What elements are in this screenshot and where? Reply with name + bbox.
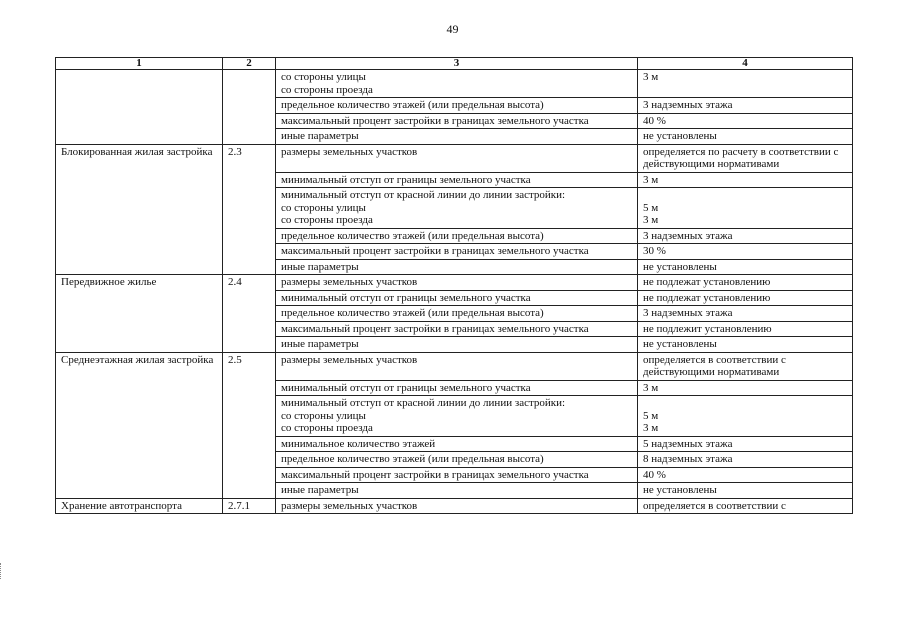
value-cell: [638, 436, 853, 452]
value-text: 3 м: [643, 71, 659, 83]
value-cell: [638, 467, 853, 483]
parameter-text: размеры земельных участков: [281, 499, 418, 512]
regulations-table: [55, 57, 853, 514]
value-text: 8 надземных этажа: [643, 453, 733, 465]
parameter-text: предельное количество этажей (или предельная высота): [281, 307, 544, 319]
land-use-code: 2.7.1: [223, 498, 276, 514]
parameter-text: предельное количество этажей (или предельная высота): [281, 453, 544, 465]
value-text: не установлены: [643, 260, 717, 273]
value-cell: [638, 337, 853, 353]
parameter-text: со стороны проезда: [281, 422, 373, 434]
value-cell: [638, 498, 853, 514]
value-text: 3 надземных этажа: [643, 229, 733, 242]
column-header-1: 1: [56, 58, 223, 70]
value-cell: [638, 172, 853, 188]
value-text: не установлены: [643, 130, 717, 142]
value-text: не установлены: [643, 484, 717, 496]
value-text: 3 м: [643, 173, 659, 186]
parameter-cell: [276, 129, 638, 145]
value-cell: [638, 188, 853, 229]
value-cell: [638, 129, 853, 145]
parameter-text: размеры земельных участков: [281, 145, 418, 158]
parameter-cell: [276, 436, 638, 452]
land-use-type: [56, 70, 223, 145]
value-cell: [638, 70, 853, 98]
value-cell: [638, 275, 853, 291]
value-cell: [638, 290, 853, 306]
parameter-cell: [276, 452, 638, 468]
table-row: [56, 352, 853, 380]
value-text: 5 м: [643, 201, 659, 214]
column-header-2: 2: [223, 58, 276, 70]
value-cell: [638, 228, 853, 244]
parameter-cell: [276, 228, 638, 244]
parameter-text: предельное количество этажей (или предельная высота): [281, 99, 544, 111]
header-row: [56, 58, 853, 70]
parameter-text: иные параметры: [281, 484, 359, 496]
value-text: 3 м: [643, 381, 659, 394]
land-use-type: Передвижное жилье: [56, 275, 223, 353]
parameter-cell: [276, 498, 638, 514]
value-text: не подлежат установлению: [643, 276, 771, 288]
land-use-code: 2.5: [223, 352, 276, 498]
parameter-cell: [276, 483, 638, 499]
parameter-text: минимальный отступ от границы земельного участка: [281, 381, 531, 394]
parameter-text: иные параметры: [281, 130, 359, 142]
parameter-text: со стороны улицы: [281, 71, 366, 83]
value-cell: [638, 259, 853, 275]
value-text: 30 %: [643, 245, 666, 257]
value-text: не подлежит установлению: [643, 322, 772, 335]
land-use-code: [223, 70, 276, 145]
parameter-text: минимальное количество этажей: [281, 437, 436, 450]
parameter-text: максимальный процент застройки в границах земельного участка: [281, 468, 589, 481]
column-header-4: 4: [638, 58, 853, 70]
parameter-text: размеры земельных участков: [281, 353, 418, 366]
parameter-cell: [276, 321, 638, 337]
parameter-text: со стороны улицы: [281, 409, 366, 422]
parameter-cell: [276, 172, 638, 188]
parameter-cell: [276, 467, 638, 483]
parameter-text: со стороны проезда: [281, 214, 373, 226]
value-text: 3 надземных этажа: [643, 307, 733, 319]
value-cell: [638, 483, 853, 499]
table-row: [56, 70, 853, 98]
land-use-code: 2.4: [223, 275, 276, 353]
parameter-text: иные параметры: [281, 260, 359, 273]
value-cell: [638, 352, 853, 380]
value-cell: [638, 380, 853, 396]
value-cell: [638, 306, 853, 322]
parameter-text: размеры земельных участков: [281, 276, 418, 288]
parameter-cell: [276, 244, 638, 260]
parameter-text: со стороны улицы: [281, 201, 366, 214]
parameter-text: иные параметры: [281, 338, 359, 350]
parameter-cell: [276, 306, 638, 322]
value-cell: [638, 113, 853, 129]
value-text: не подлежат установлению: [643, 291, 771, 304]
parameter-cell: [276, 259, 638, 275]
value-text: [643, 84, 848, 97]
value-text: определяется в соответствии с: [643, 499, 786, 512]
value-cell: [638, 321, 853, 337]
parameter-text: со стороны проезда: [281, 83, 373, 96]
land-use-type: Хранение автотранспорта: [56, 498, 223, 514]
scan-margin-mark: [0, 563, 4, 579]
parameter-cell: [276, 396, 638, 437]
value-cell: [638, 452, 853, 468]
parameter-cell: [276, 290, 638, 306]
value-text: 40 %: [643, 114, 666, 127]
land-use-type: Среднеэтажная жилая застройка: [56, 352, 223, 498]
parameter-text: минимальный отступ от границы земельного участка: [281, 291, 531, 304]
value-text: [643, 397, 848, 410]
parameter-cell: [276, 352, 638, 380]
value-cell: [638, 98, 853, 114]
parameter-cell: [276, 98, 638, 114]
parameter-cell: [276, 70, 638, 98]
value-text: 40 %: [643, 468, 666, 481]
parameter-text: минимальный отступ от границы земельного участка: [281, 173, 531, 186]
value-text: 3 м: [643, 422, 659, 434]
value-text: 3 м: [643, 214, 659, 226]
value-text: определяется в соответствии с действующими нормативами: [643, 353, 786, 378]
value-cell: [638, 244, 853, 260]
parameter-cell: [276, 275, 638, 291]
value-cell: [638, 144, 853, 172]
table-row: [56, 498, 853, 514]
table-row: [56, 275, 853, 291]
land-use-type: Блокированная жилая застройка: [56, 144, 223, 275]
parameter-text: минимальный отступ от красной линии до линии застройки:: [281, 189, 566, 201]
value-text: [643, 189, 848, 202]
parameter-cell: [276, 188, 638, 229]
parameter-cell: [276, 380, 638, 396]
parameter-text: максимальный процент застройки в границах земельного участка: [281, 114, 589, 127]
parameter-cell: [276, 337, 638, 353]
value-text: 3 надземных этажа: [643, 99, 733, 111]
parameter-cell: [276, 113, 638, 129]
parameter-text: предельное количество этажей (или предельная высота): [281, 229, 544, 242]
value-text: 5 надземных этажа: [643, 437, 733, 450]
parameter-text: максимальный процент застройки в границах земельного участка: [281, 245, 589, 257]
column-header-3: 3: [276, 58, 638, 70]
parameter-cell: [276, 144, 638, 172]
value-text: не установлены: [643, 338, 717, 350]
land-use-code: 2.3: [223, 144, 276, 275]
page-number: 49: [446, 22, 459, 36]
table-row: [56, 144, 853, 172]
parameter-text: минимальный отступ от красной линии до линии застройки:: [281, 397, 566, 409]
value-text: определяется по расчету в соответствии с действующими нормативами: [643, 145, 839, 170]
value-cell: [638, 396, 853, 437]
value-text: 5 м: [643, 409, 659, 422]
parameter-text: максимальный процент застройки в границах земельного участка: [281, 322, 589, 335]
